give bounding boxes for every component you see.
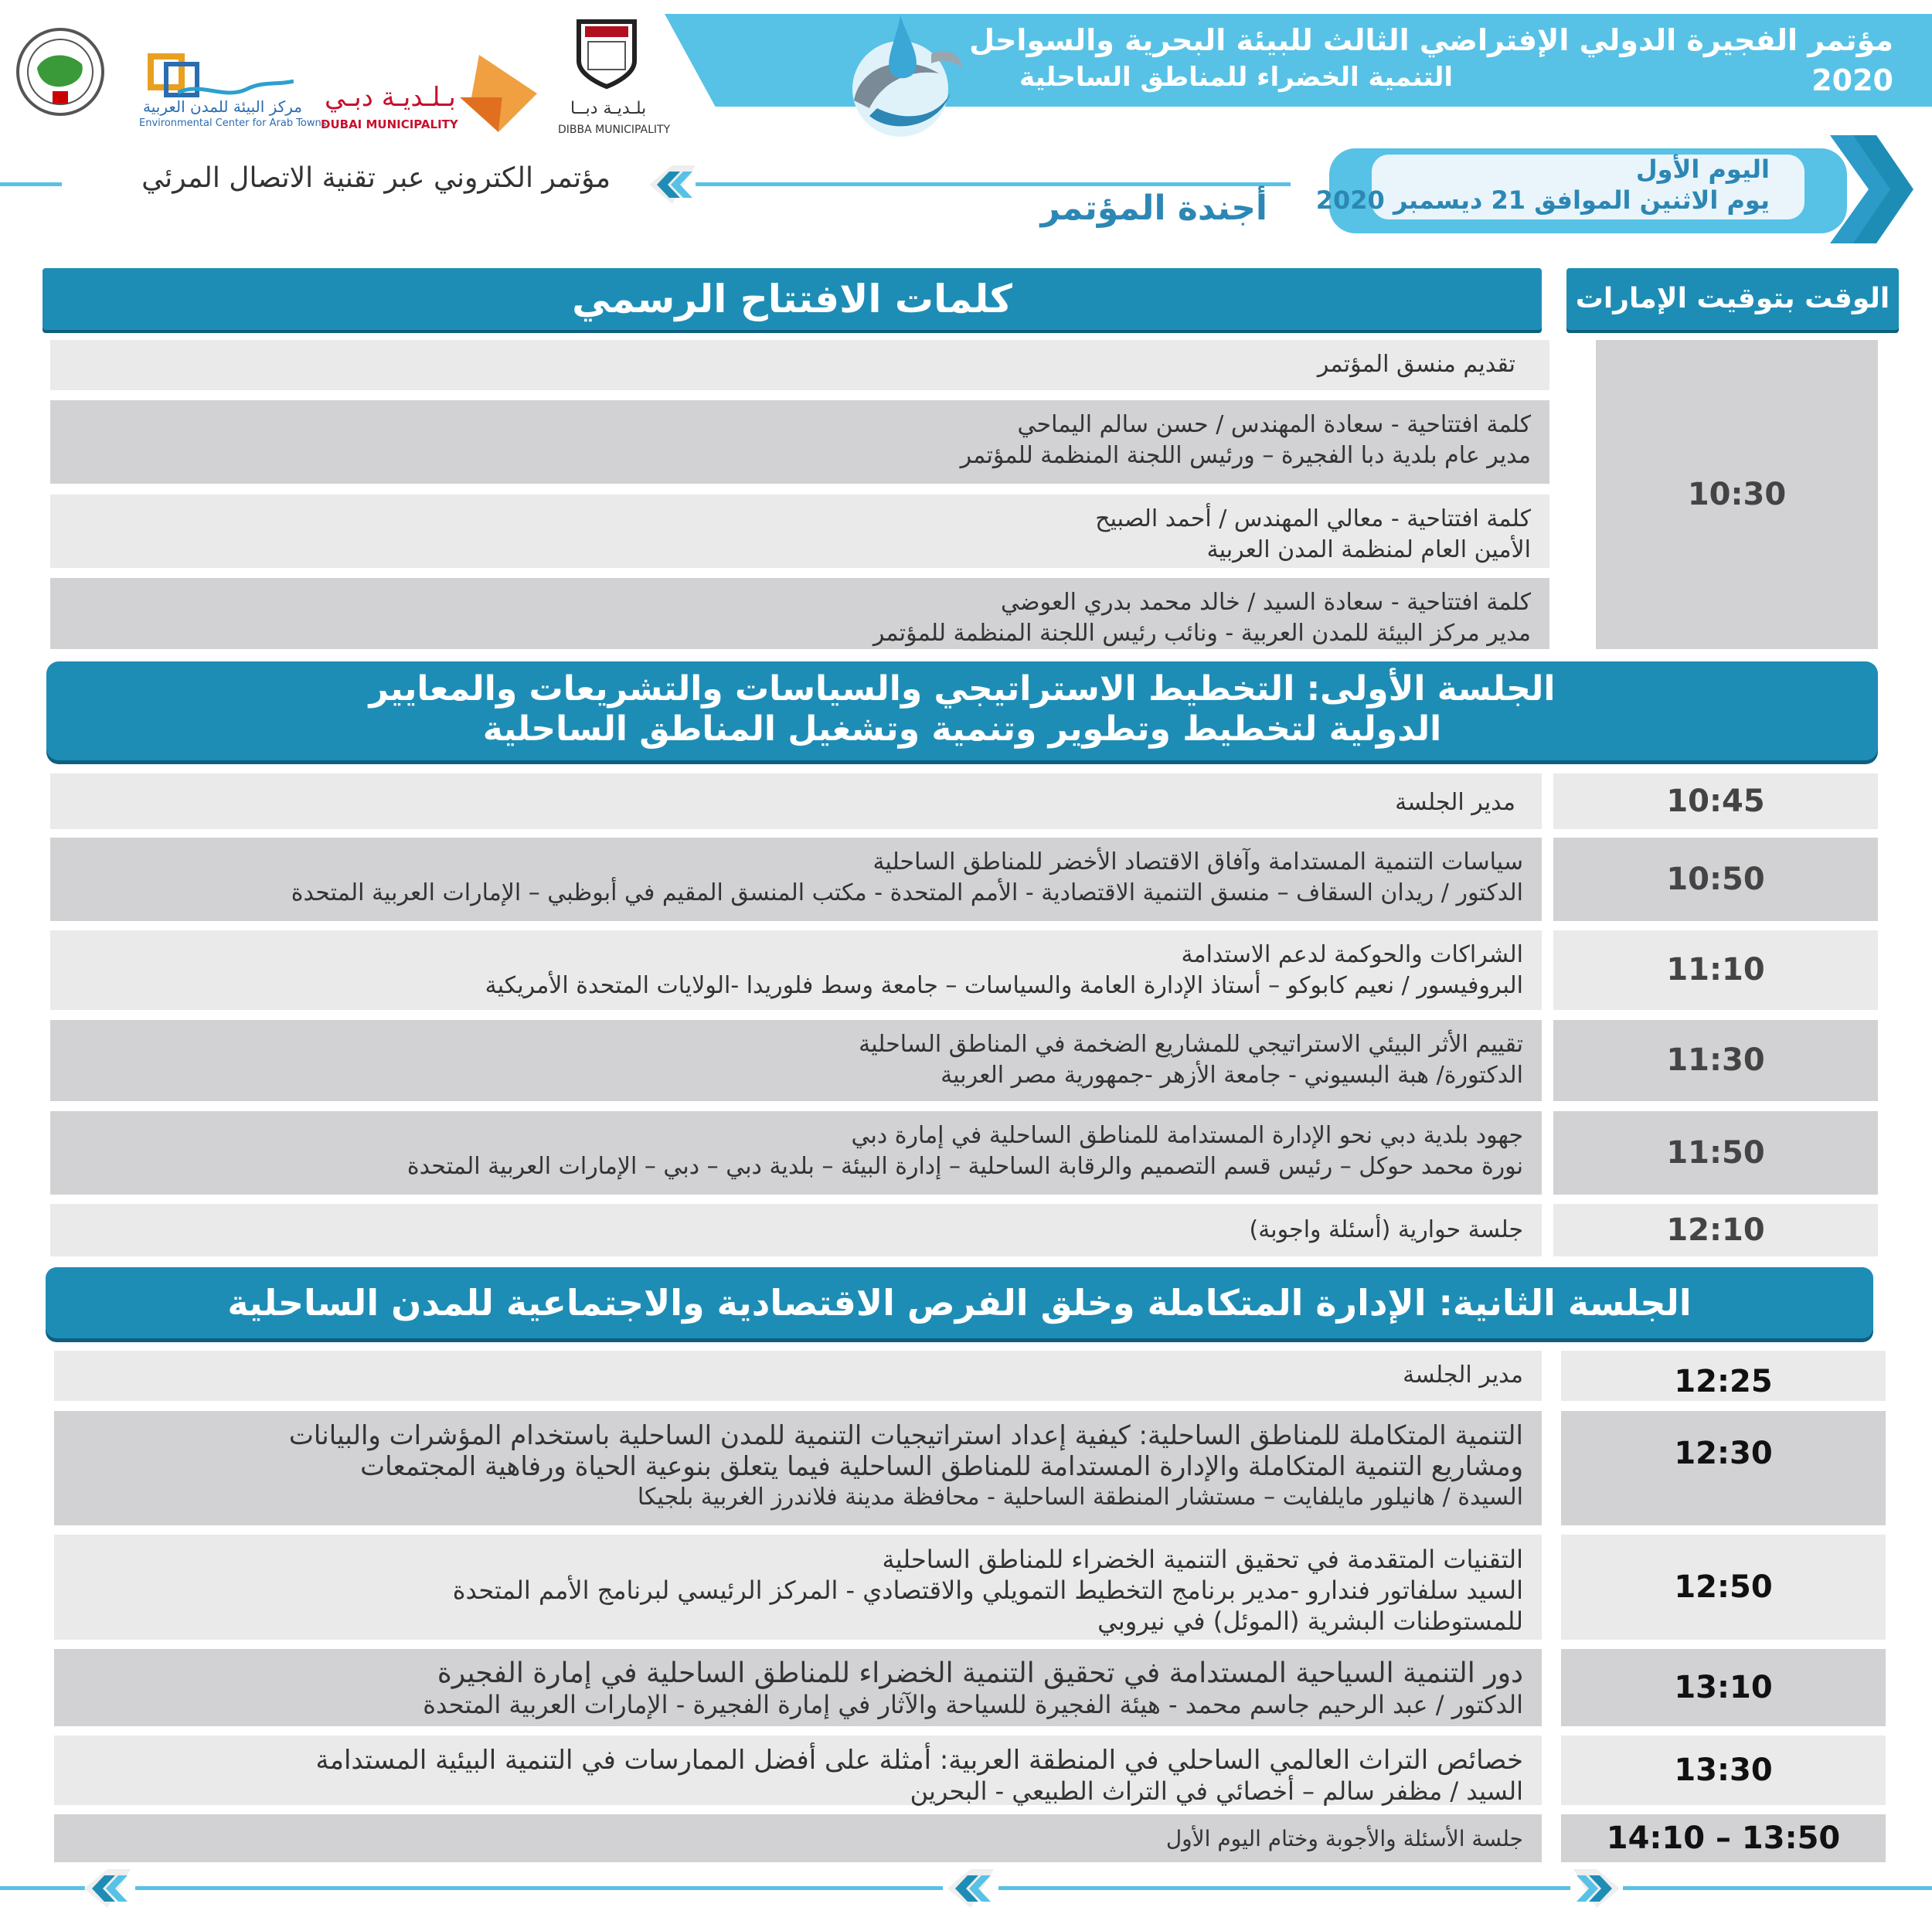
conference-emblem-logo [823, 0, 978, 147]
day-label: اليوم الأول [1635, 155, 1770, 184]
agenda-row [54, 1351, 1542, 1401]
row-text: جلسة الأسئلة والأجوبة وختام اليوم الأول [1165, 1826, 1523, 1851]
dubai-municipality-name-ar: بـلـديـة دبـي [325, 82, 456, 113]
row-text: ومشاريع التنمية المتكاملة والإدارة المستدامة للمناطق الساحلية فيما يتعلق بنوعية الحياة ورفاهية المجتمعات [360, 1451, 1523, 1482]
agenda-row [50, 1111, 1542, 1195]
time-cell: 11:10 [1553, 930, 1878, 1010]
agenda-row [54, 1649, 1542, 1726]
row-subtext: الدكتور / عبد الرحيم جاسم محمد - هيئة الفجيرة للسياحة والآثار في إمارة الفجيرة - الإمارات العربية المتحدة [423, 1690, 1523, 1719]
time-cell: 12:50 [1561, 1535, 1886, 1640]
opening-row [50, 400, 1549, 484]
arab-towns-seal-logo [14, 22, 107, 122]
agenda-row [50, 838, 1542, 921]
session2-title: الجلسة الثانية: الإدارة المتكاملة وخلق الفرص الاقتصادية والاجتماعية للمدن الساحلية [227, 1282, 1692, 1324]
row-subtext: للمستوطنات البشرية (الموئل) في نيروبي [1097, 1606, 1523, 1636]
agenda-row [54, 1411, 1542, 1525]
row-text: تقديم منسق المؤتمر [1317, 351, 1515, 378]
session1-title: الجلسة الأولى: التخطيط الاستراتيجي والسياسات والتشريعات والمعايير [369, 669, 1556, 709]
row-text: دور التنمية السياحية المستدامة في تحقيق التنمية الخضراء للمناطق الساحلية في إمارة الفجيرة [437, 1657, 1523, 1689]
dibba-municipality-name-ar: بلـديـة دبــا [570, 99, 647, 118]
agenda-row [50, 1020, 1542, 1101]
row-text: مدير الجلسة [1403, 1362, 1523, 1389]
opening-row [50, 578, 1549, 649]
row-subtext: الأمين العام لمنظمة المدن العربية [1206, 536, 1531, 563]
row-text: جلسة حوارية (أسئلة واجوبة) [1249, 1216, 1523, 1243]
chevron-right-icon [1569, 1865, 1623, 1912]
row-text: خصائص التراث العالمي الساحلي في المنطقة العربية: أمثلة على أفضل الممارسات في التنمية البيئية المستدامة [315, 1745, 1523, 1776]
time-cell: 12:10 [1553, 1204, 1878, 1256]
row-text: الشراكات والحوكمة لدعم الاستدامة [1181, 941, 1523, 968]
chevron-right-icon [1822, 131, 1915, 247]
time-cell: 12:25 [1561, 1351, 1886, 1401]
row-subtext: الدكتورة/ هبة البسيوني - جامعة الأزهر -جمهورية مصر العربية [940, 1062, 1523, 1089]
time-cell: 10:50 [1553, 838, 1878, 921]
dibba-municipality-shield-logo [576, 19, 638, 90]
chevron-left-icon [81, 1865, 135, 1912]
footer-line [0, 1886, 85, 1890]
env-center-name-ar: مركز البيئة للمدن العربية [143, 97, 302, 116]
row-subtext: السيد / مظفر سالم – أخصائي في التراث الطبيعي - البحرين [910, 1776, 1523, 1806]
footer-line [1623, 1886, 1932, 1890]
footer-line [135, 1886, 943, 1890]
time-cell: 12:30 [1561, 1411, 1886, 1525]
agenda-row [54, 1736, 1542, 1805]
time-cell: 13:50 – 14:10 [1561, 1814, 1886, 1862]
row-text: كلمة افتتاحية - سعادة المهندس / حسن سالم اليماحي [1017, 411, 1531, 438]
partner-logos [0, 15, 696, 139]
row-text: التقنيات المتقدمة في تحقيق التنمية الخضراء للمناطق الساحلية [882, 1545, 1523, 1574]
row-text: التنمية المتكاملة للمناطق الساحلية: كيفية إعداد استراتيجيات التنمية للمدن الساحلية باستخدام المؤشرات والبيانات [288, 1420, 1523, 1451]
row-subtext: البروفيسور / نعيم كابوكو – أستاذ الإدارة العامة والسياسات – جامعة وسط فلوريدا -الولايات المتحدة الأمريكية [485, 972, 1523, 999]
row-text: مدير الجلسة [1395, 789, 1515, 816]
agenda-row [50, 930, 1542, 1010]
chevron-left-icon [646, 161, 700, 209]
dubai-municipality-name-en: DUBAI MUNICIPALITY [321, 117, 458, 131]
virtual-conference-label: مؤتمر الكتروني عبر تقنية الاتصال المرئي [141, 162, 611, 194]
opening-row [50, 340, 1549, 390]
row-subtext: نورة محمد حوكل – رئيس قسم التصميم والرقابة الساحلية – إدارة البيئة – بلدية دبي – دبي – الإمارات العربية المتحدة [406, 1153, 1523, 1180]
session2-header [46, 1267, 1873, 1338]
row-subtext: السيد سلفاتور فندارو -مدير برنامج التخطيط التمويلي والاقتصادي - المركز الرئيسي لبرنامج الأمم المتحدة [452, 1576, 1523, 1605]
time-cell: 11:30 [1553, 1020, 1878, 1101]
agenda-row [50, 773, 1542, 829]
row-text: كلمة افتتاحية - معالي المهندس / أحمد الصبيح [1095, 505, 1531, 532]
agenda-row [54, 1535, 1542, 1640]
opening-time: 10:30 [1596, 340, 1878, 649]
time-cell: 11:50 [1553, 1111, 1878, 1195]
agenda-title: أجندة المؤتمر [1040, 189, 1267, 228]
conference-title: مؤتمر الفجيرة الدولي الإفتراضي الثالث للبيئة البحرية والسواحل 2020 [969, 23, 1893, 97]
row-text: تقييم الأثر البيئي الاستراتيجي للمشاريع الضخمة في المناطق الساحلية [859, 1031, 1523, 1058]
row-subtext: الدكتور / ريدان السقاف – منسق التنمية الاقتصادية - الأمم المتحدة - مكتب المنسق المقيم في أبوظبي – الإمارات العربية المتحدة [291, 879, 1523, 906]
row-subtext: السيدة / هانيلور مايلفايت – مستشار المنطقة الساحلية - محافظة مدينة فلاندرز الغربية بلجيكا [637, 1484, 1523, 1511]
dibba-municipality-name-en: DIBBA MUNICIPALITY [558, 124, 671, 136]
conference-subtitle: التنمية الخضراء للمناطق الساحلية [1019, 62, 1453, 93]
date-label: يوم الاثنين الموافق 21 ديسمبر 2020 [1315, 185, 1770, 215]
footer-line [998, 1886, 1570, 1890]
row-text: جهود بلدية دبي نحو الإدارة المستدامة للمناطق الساحلية في إمارة دبي [851, 1122, 1523, 1149]
dubai-municipality-logo [456, 51, 541, 136]
time-cell: 10:45 [1553, 773, 1878, 829]
row-text: كلمة افتتاحية - سعادة السيد / خالد محمد بدري العوضي [1001, 589, 1531, 616]
row-subtext: مدير عام بلدية دبا الفجيرة – ورئيس اللجنة المنظمة للمؤتمر [960, 442, 1531, 469]
opening-header: كلمات الافتتاح الرسمي [43, 268, 1542, 330]
row-text: سياسات التنمية المستدامة وآفاق الاقتصاد الأخضر للمناطق الساحلية [872, 848, 1523, 875]
time-cell: 13:10 [1561, 1649, 1886, 1726]
session1-title-line2: الدولية لتخطيط وتطوير وتنمية وتشغيل المناطق الساحلية [482, 709, 1442, 749]
opening-row [50, 495, 1549, 568]
divider-line [696, 182, 1291, 186]
agenda-row [54, 1814, 1542, 1862]
chevron-left-icon [944, 1865, 998, 1912]
session1-header [46, 661, 1878, 760]
env-center-name-en: Environmental Center for Arab Towns [139, 117, 327, 129]
row-subtext: مدير مركز البيئة للمدن العربية - ونائب رئيس اللجنة المنظمة للمؤتمر [872, 620, 1531, 647]
time-column-header: الوقت بتوقيت الإمارات [1566, 268, 1899, 330]
agenda-row [50, 1204, 1542, 1256]
time-cell: 13:30 [1561, 1736, 1886, 1805]
